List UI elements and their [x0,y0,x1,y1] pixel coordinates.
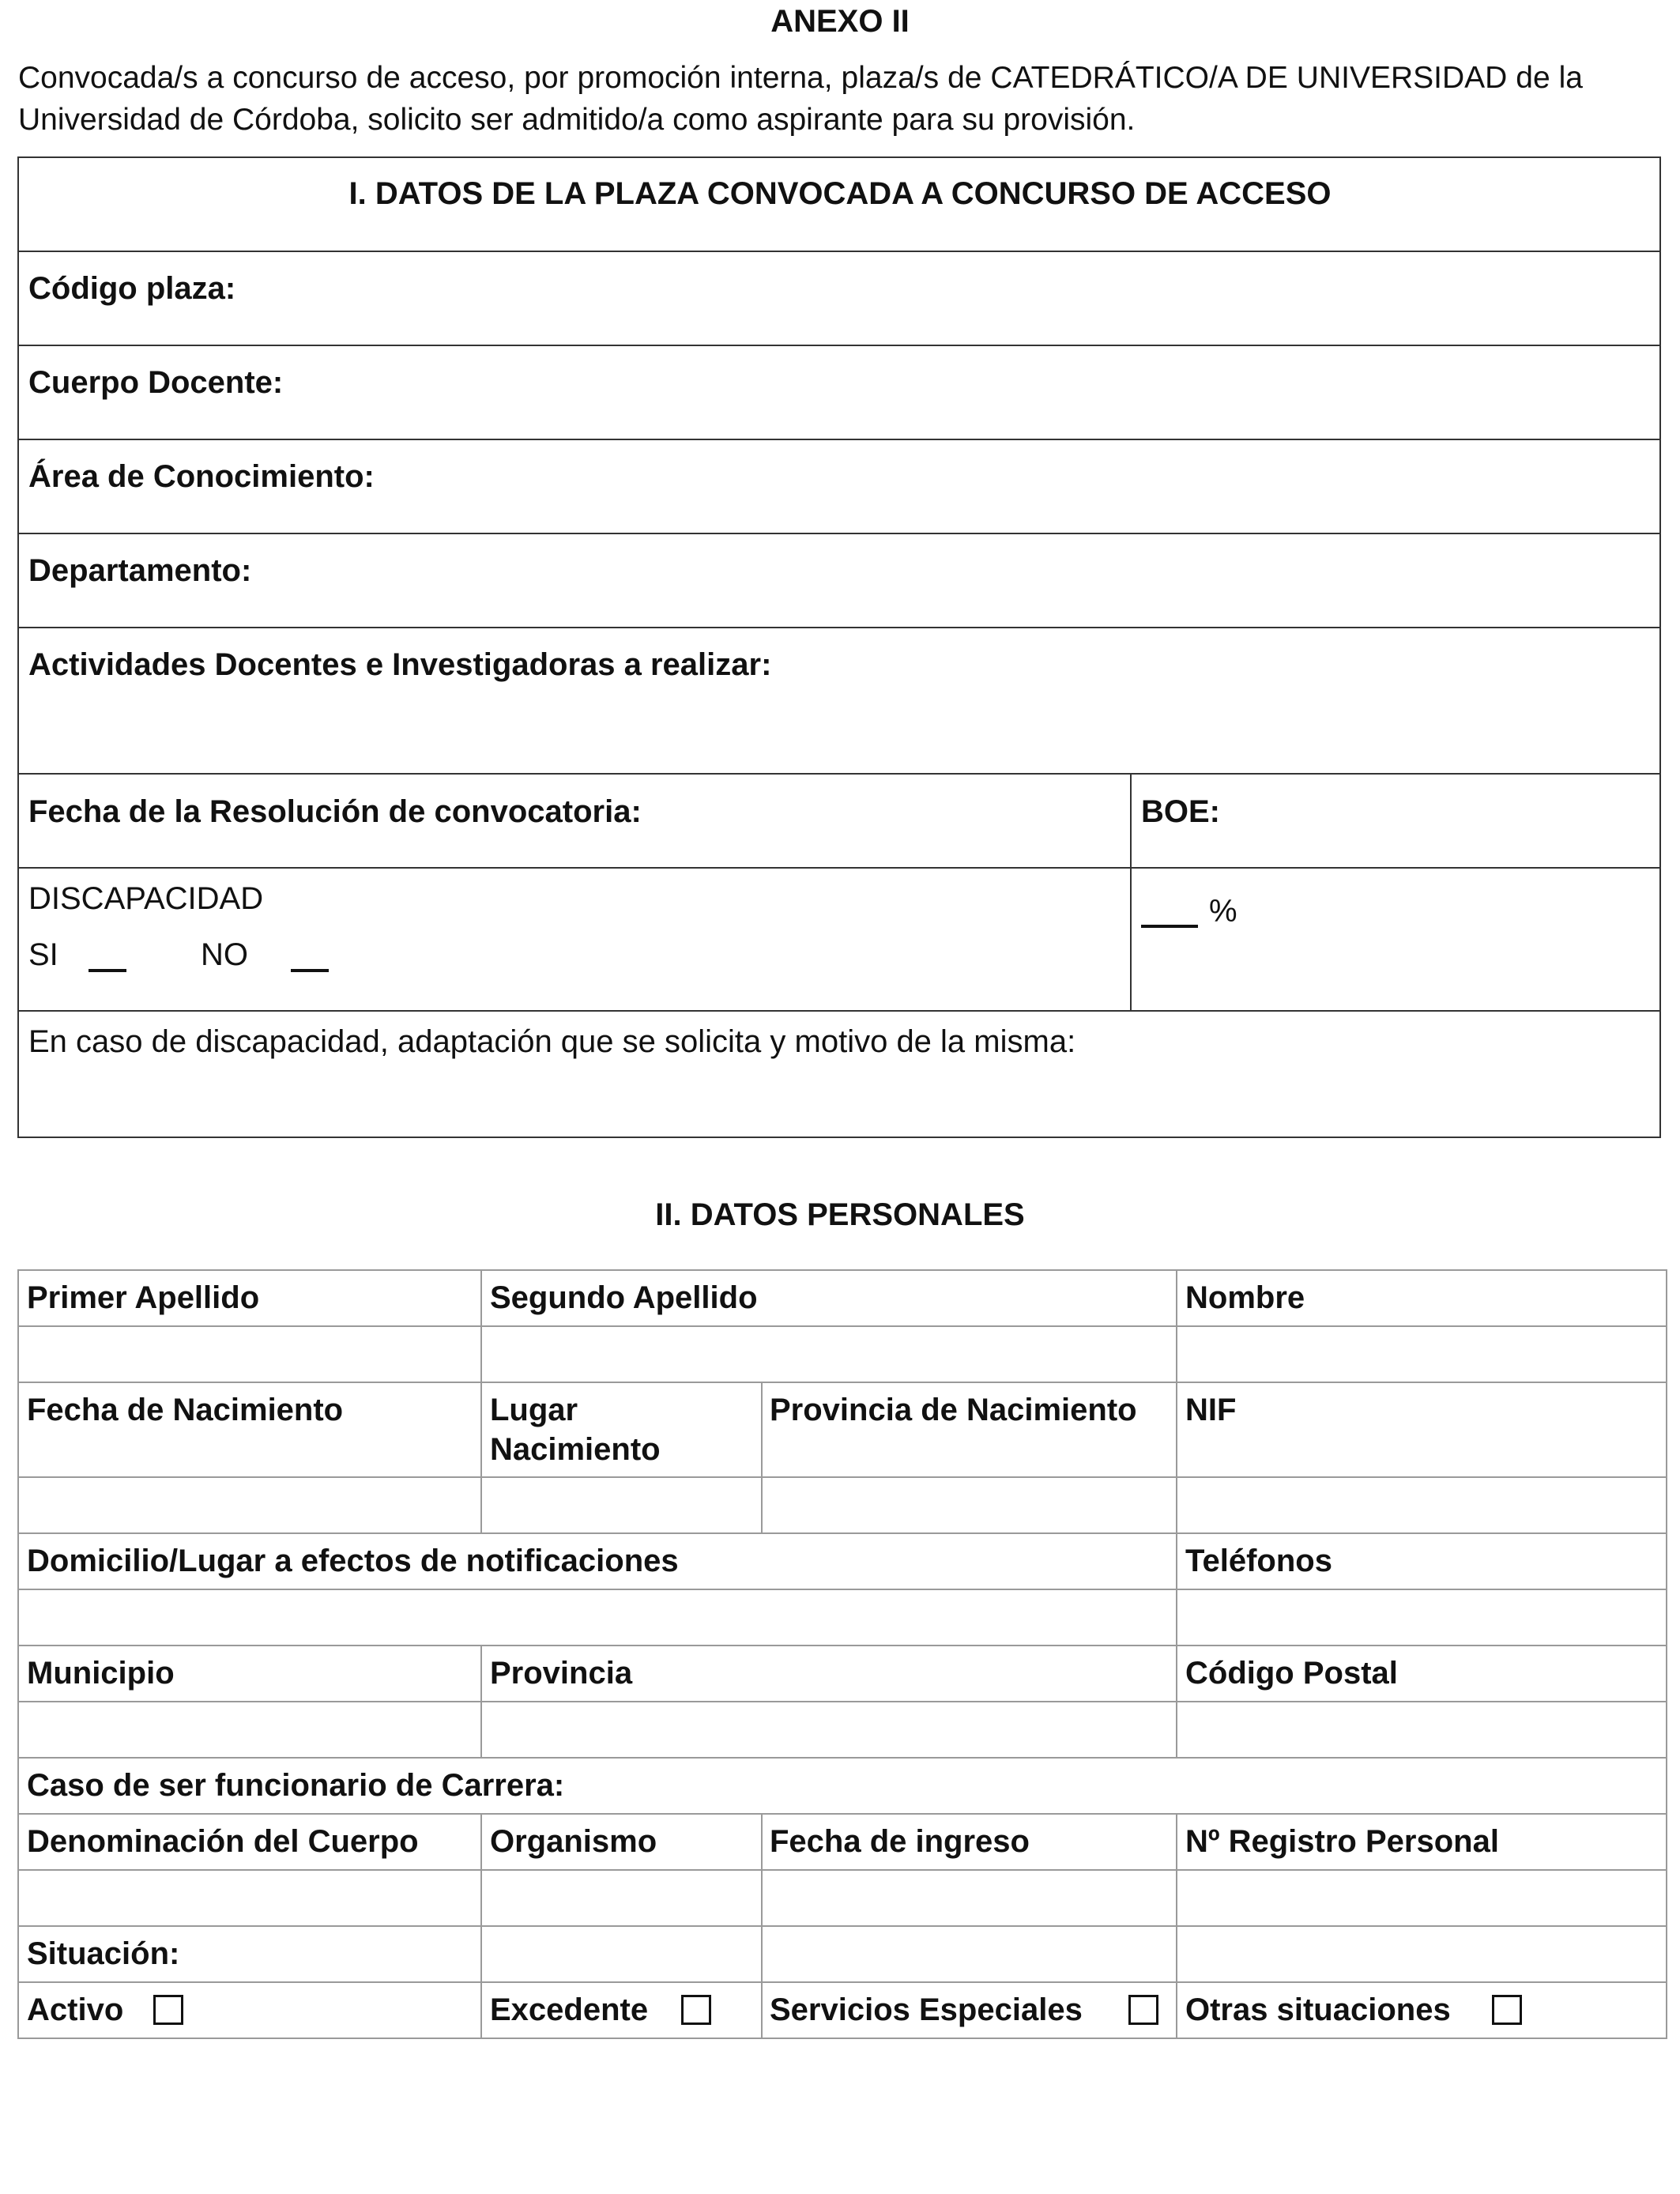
primer-apellido-label: Primer Apellido [27,1280,260,1315]
excedente-checkbox[interactable] [681,1995,711,2025]
intro-paragraph: Convocada/s a concurso de acceso, por promoción interna, plaza/s de CATEDRÁTICO/A DE UNIVERSIDAD de la Universidad de Córdoba, solicito ser admitido/a como aspirante para su provisión. [18,61,1583,137]
fecha-nacimiento-label: Fecha de Nacimiento [27,1393,344,1427]
codigo-postal-field[interactable] [1178,1703,1664,1755]
area-conocimiento-label: Área de Conocimiento: [28,459,375,494]
otras-situaciones-label: Otras situaciones [1185,1992,1451,2027]
departamento-label: Departamento: [28,553,252,588]
provincia-nacimiento-label: Provincia de Nacimiento [770,1393,1137,1427]
page-title: ANEXO II [770,4,910,39]
actividades-field[interactable] [28,688,1652,767]
provincia-label: Provincia [490,1656,633,1691]
domicilio-field[interactable] [20,1591,1174,1643]
telefonos-field[interactable] [1178,1591,1664,1643]
domicilio-label: Domicilio/Lugar a efectos de notificaciones [27,1544,679,1578]
fecha-nacimiento-field[interactable] [20,1479,479,1531]
codigo-postal-label: Código Postal [1185,1656,1398,1691]
no-blank[interactable] [291,969,329,972]
provincia-nacimiento-field[interactable] [763,1479,1174,1531]
denominacion-cuerpo-field[interactable] [20,1872,479,1924]
segundo-apellido-field[interactable] [483,1328,1174,1380]
nif-label: NIF [1185,1393,1237,1427]
nombre-field[interactable] [1178,1328,1664,1380]
organismo-label: Organismo [490,1824,657,1859]
segundo-apellido-label: Segundo Apellido [490,1280,758,1315]
percent-blank[interactable] [1141,925,1198,928]
codigo-plaza-field[interactable] [269,253,1656,341]
boe-label: BOE: [1141,794,1220,829]
section-1-title: I. DATOS DE LA PLAZA CONVOCADA A CONCURSO DE ACCESO [348,176,1332,211]
fecha-ingreso-field[interactable] [763,1872,1174,1924]
departamento-field[interactable] [284,535,1656,624]
lugar-nacimiento-label: Lugar Nacimiento [490,1393,661,1467]
excedente-label: Excedente [490,1992,649,2027]
telefonos-label: Teléfonos [1185,1544,1332,1578]
adaptacion-label: En caso de discapacidad, adaptación que se solicita y motivo de la misma: [28,1024,1076,1059]
registro-personal-field[interactable] [1178,1872,1664,1924]
otras-situaciones-checkbox[interactable] [1492,1995,1522,2025]
situacion-label: Situación: [27,1936,180,1971]
fecha-resolucion-label: Fecha de la Resolución de convocatoria: [28,794,642,829]
fecha-ingreso-label: Fecha de ingreso [770,1824,1030,1859]
cuerpo-docente-label: Cuerpo Docente: [28,365,284,400]
si-blank[interactable] [89,969,126,972]
lugar-nacimiento-field[interactable] [483,1479,759,1531]
denominacion-cuerpo-label: Denominación del Cuerpo [27,1824,419,1859]
codigo-plaza-label: Código plaza: [28,271,236,306]
activo-checkbox[interactable] [153,1995,183,2025]
actividades-label: Actividades Docentes e Investigadoras a realizar: [28,647,772,682]
nombre-label: Nombre [1185,1280,1305,1315]
percent-label: % [1209,894,1237,929]
area-conocimiento-field[interactable] [411,441,1656,530]
adaptacion-field[interactable] [28,1064,1652,1132]
servicios-especiales-label: Servicios Especiales [770,1992,1083,2027]
primer-apellido-field[interactable] [20,1328,479,1380]
provincia-field[interactable] [483,1703,1174,1755]
boe-field[interactable] [1233,775,1656,864]
servicios-especiales-checkbox[interactable] [1128,1995,1158,2025]
cuerpo-docente-field[interactable] [316,347,1656,435]
organismo-field[interactable] [483,1872,759,1924]
discapacidad-label: DISCAPACIDAD [28,881,264,916]
section-2-title: II. DATOS PERSONALES [655,1197,1025,1232]
municipio-field[interactable] [20,1703,479,1755]
municipio-label: Municipio [27,1656,175,1691]
funcionario-label: Caso de ser funcionario de Carrera: [27,1768,565,1803]
nif-field[interactable] [1178,1479,1664,1531]
si-label: SI [28,937,58,972]
fecha-resolucion-field[interactable] [695,775,1126,864]
registro-personal-label: Nº Registro Personal [1185,1824,1499,1859]
no-label: NO [201,937,248,972]
activo-label: Activo [27,1992,124,2027]
